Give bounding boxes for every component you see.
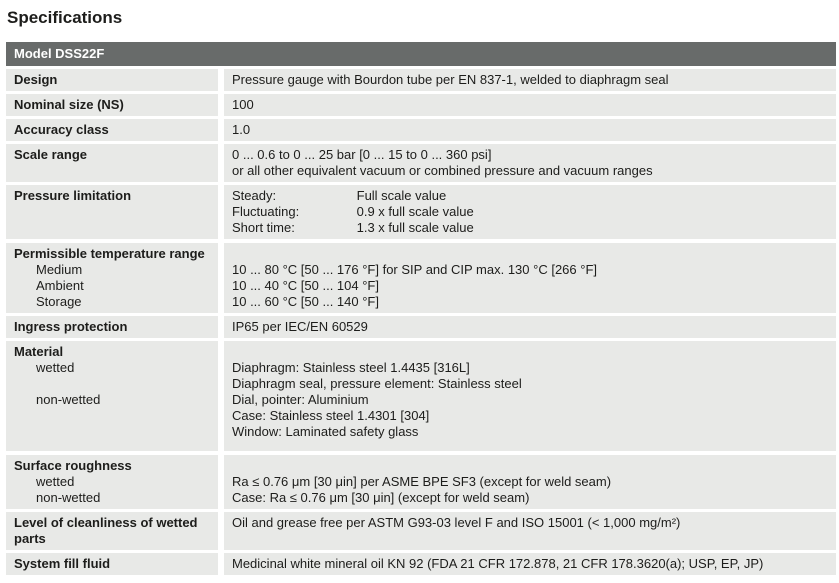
spec-label-title: Surface roughness	[14, 458, 132, 473]
spec-label: Design	[6, 69, 218, 91]
spec-value: Medicinal white mineral oil KN 92 (FDA 21 CFR 172.878, 21 CFR 178.3620(a); USP, EP, JP)	[224, 553, 836, 575]
spec-row-design	[6, 69, 836, 91]
page-title: Specifications	[7, 8, 123, 27]
spec-sub-label	[14, 376, 210, 392]
spec-value	[224, 243, 836, 313]
spec-row-temperature-range	[6, 243, 836, 313]
spec-value: Oil and grease free per ASTM G93-03 level F and ISO 15001 (< 1,000 mg/m²)	[224, 512, 836, 550]
spec-value	[224, 185, 836, 239]
spec-row-cleanliness	[6, 512, 836, 550]
spec-value: IP65 per IEC/EN 60529	[224, 316, 836, 338]
spec-value-line: 0 ... 0.6 to 0 ... 25 bar [0 ... 15 to 0 ... 360 psi]	[232, 147, 492, 162]
spec-row-accuracy-class	[6, 119, 836, 141]
table-header	[6, 42, 836, 66]
spec-value-line: Case: Ra ≤ 0.76 μm [30 μin] (except for weld seam)	[232, 490, 530, 505]
pair-key: Steady:	[232, 188, 277, 203]
pair-value: 0.9 x full scale value	[356, 204, 474, 219]
spec-row-surface-roughness	[6, 455, 836, 509]
pair-key: Fluctuating:	[232, 204, 300, 219]
spec-value: 1.0	[224, 119, 836, 141]
spec-label-title: Permissible temperature range	[14, 246, 205, 261]
specifications-table	[6, 42, 836, 575]
spec-row-pressure-limitation	[6, 185, 836, 239]
spec-value-line	[232, 246, 828, 262]
spec-row-material	[6, 341, 836, 451]
spec-row-ingress-protection	[6, 316, 836, 338]
spec-label: System fill fluid	[6, 553, 218, 575]
spec-sub-label: wetted	[36, 474, 75, 489]
spec-value-line	[232, 458, 828, 474]
spec-label: Accuracy class	[6, 119, 218, 141]
spec-label	[6, 341, 218, 451]
pair-key: Short time:	[232, 220, 295, 235]
spec-value-line: Dial, pointer: Aluminium	[232, 392, 369, 407]
spec-value-line: 10 ... 80 °C [50 ... 176 °F] for SIP and CIP max. 130 °C [266 °F]	[232, 262, 597, 277]
spec-value	[224, 144, 836, 182]
spec-label: Nominal size (NS)	[6, 94, 218, 116]
spec-value-pair	[232, 204, 828, 220]
spec-value-pair	[232, 220, 828, 236]
spec-value-pair	[232, 188, 828, 204]
spec-label	[6, 455, 218, 509]
spec-label: Level of cleanliness of wetted parts	[6, 512, 218, 550]
spec-value: Pressure gauge with Bourdon tube per EN 837-1, welded to diaphragm seal	[224, 69, 836, 91]
spec-sub-label: wetted	[36, 360, 75, 375]
pair-value: Full scale value	[356, 188, 447, 203]
spec-row-system-fill-fluid	[6, 553, 836, 575]
spec-value-line: Case: Stainless steel 1.4301 [304]	[232, 408, 430, 423]
spec-label: Scale range	[6, 144, 218, 182]
spec-value-line: 10 ... 60 °C [50 ... 140 °F]	[232, 294, 379, 309]
spec-value	[224, 455, 836, 509]
spec-label: Pressure limitation	[6, 185, 218, 239]
spec-value	[224, 341, 836, 451]
spec-row-nominal-size	[6, 94, 836, 116]
spec-label-title: Material	[14, 344, 64, 359]
spec-sub-label: non-wetted	[36, 490, 101, 505]
spec-row-scale-range	[6, 144, 836, 182]
spec-sub-label: Medium	[36, 262, 83, 277]
table-header-title: Model DSS22F	[14, 46, 105, 61]
spec-value-line: Ra ≤ 0.76 μm [30 μin] per ASME BPE SF3 (except for weld seam)	[232, 474, 612, 489]
pair-value: 1.3 x full scale value	[356, 220, 474, 235]
spec-sub-label: Storage	[36, 294, 82, 309]
spec-value-line: or all other equivalent vacuum or combined pressure and vacuum ranges	[232, 163, 653, 178]
spec-sub-label: non-wetted	[36, 392, 101, 407]
spec-value-line: Diaphragm seal, pressure element: Stainless steel	[232, 376, 522, 391]
spec-label: Ingress protection	[6, 316, 218, 338]
spec-sub-label: Ambient	[36, 278, 84, 293]
spec-value-line	[232, 344, 828, 360]
spec-value-line: Window: Laminated safety glass	[232, 424, 419, 439]
datasheet-page	[0, 8, 839, 583]
spec-value: 100	[224, 94, 836, 116]
spec-value-line: Diaphragm: Stainless steel 1.4435 [316L]	[232, 360, 470, 375]
spec-value-line: 10 ... 40 °C [50 ... 104 °F]	[232, 278, 379, 293]
spec-label	[6, 243, 218, 313]
